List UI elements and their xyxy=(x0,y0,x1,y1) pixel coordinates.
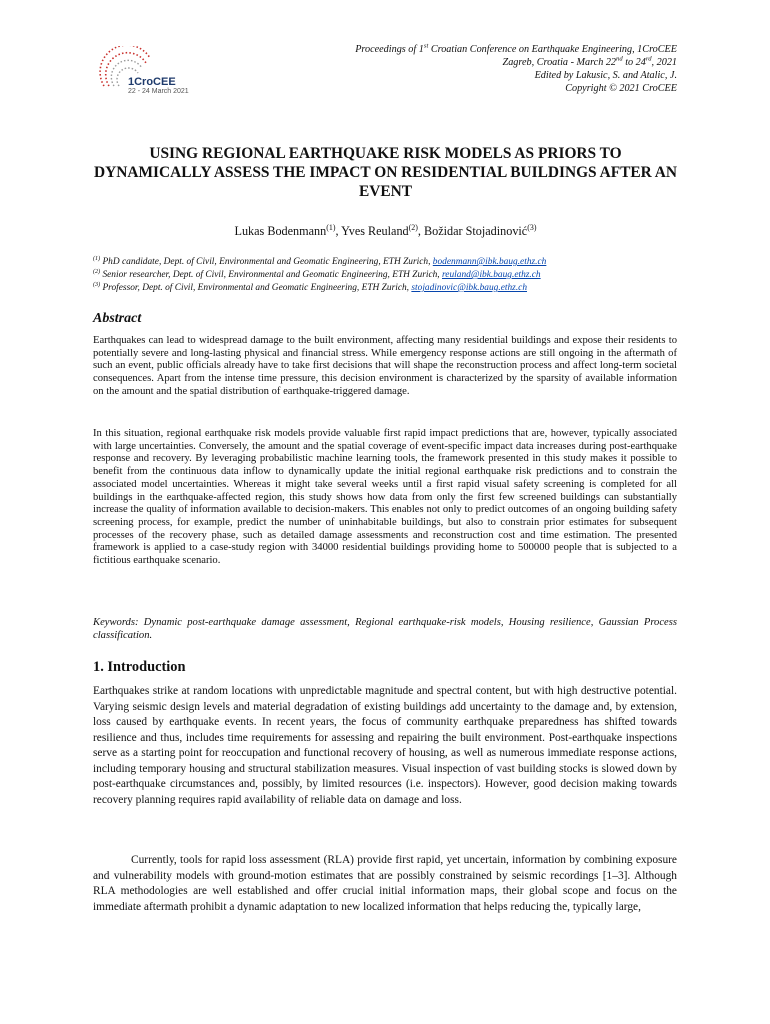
section-heading-introduction: 1. Introduction xyxy=(93,659,186,675)
author-name: Yves Reuland xyxy=(341,224,409,238)
header-line-1: Proceedings of 1st Croatian Conference on Earthquake Engineering, 1CroCEE xyxy=(355,42,677,55)
author-list: Lukas Bodenmann$^{(1)}$, Yves Reuland$^{(2)}$, Božidar Stojadinović$^{(3)}$ xyxy=(234,222,537,238)
author-name: Lukas Bodenmann xyxy=(234,224,327,238)
intro-paragraph-1: Earthquakes strike at random locations with unpredictable magnitude and spectral content, but with high destructive potential. Varying seismic design levels and material degradation of existing buildings add uncertainty to the damage and, by extension, loss caused by earthquake events. In recent years, the focus of community earthquake preparedness has shifted towards resilience and thus, includes time requirements for assessing and repairing the built environment. Post-earthquake inspections serve as a starting point for reoccupation and functional recovery of housing, as well as numerous immediate response actions, including temporary housing and structural stabilization measures. Visual inspection of vast building stocks is slowed down by post-earthquake circumstances and, possibly, by limited resources (i.e. inspectors). However, good decision making towards recovery planning requires rapid availability of reliable data on damage and loss. xyxy=(93,685,677,806)
proceedings-header xyxy=(257,43,677,95)
header-line-2: Zagreb, Croatia - March 22nd to 24rd, 2021 xyxy=(502,55,677,68)
abstract-paragraph-2: In this situation, regional earthquake risk models provide valuable first rapid impact predictions that are, however, typically associated with large uncertainties. Conversely, the amount and the spatial coverage of event-specific impact data increases during post-earthquake response and recovery. By leveraging probabilistic machine learning tools, the framework presented in this study makes it possible to benefit from the continuous data inflow to dynamically update the initial regional earthquake risk predictions and to constrain the associated model uncertainties. Whereas it might take several weeks until a first rapid visual safety screening is completed for all buildings in the earthquake-affected region, this study shows how data from only the first few screened buildings can substantially increase the quality of information available to decision-makers. This enables not only to predict outcomes of an ongoing building safety screening process, for example, predict the number of uninhabitable buildings, but also to constrain prior estimates for subsequent processes of the recovery phase, such as detailed damage assessments and reconstruction cost and time estimation. The presented framework is applied to a case-study region with 34000 residential buildings providing home to 500000 people that is subjected to a fictitious earthquake scenario. xyxy=(93,428,677,567)
email-link[interactable]: bodenmann@ibk.baug.ethz.ch xyxy=(432,257,547,267)
paper-title: USING REGIONAL EARTHQUAKE RISK MODELS AS PRIORS TO DYNAMICALLY ASSESS THE IMPACT ON RESIDENTIAL BUILDINGS AFTER AN EVENT xyxy=(94,145,677,200)
header-copyright: Copyright © 2021 CroCEE xyxy=(565,83,677,94)
affiliation-2: $^{(2)}$ Senior researcher, Dept. of Civil, Environmental and Geomatic Engineering, ETH Zurich, reuland@ibk.baug.ethz.ch xyxy=(93,268,541,280)
author-name: Božidar Stojadinović xyxy=(423,224,528,238)
logo-date: 22 - 24 March 2021 xyxy=(128,88,189,95)
intro-paragraph-2: Currently, tools for rapid loss assessment (RLA) provide first rapid, yet uncertain, information by combining exposure and vulnerability models with ground-motion estimates that are possibly constrained by seismic recordings [1–3]. Although RLA methodologies are well established and offer crucial initial information maps, their global scope and focus on the immediate aftermath prohibit a dynamic adaptation to new localized information that helps reducing the, typically large, xyxy=(93,854,677,913)
abstract-paragraph-1: Earthquakes can lead to widespread damage to the built environment, affecting many residential buildings and expose their residents to potentially severe and long-lasting physical and financial stress. While emergency response actions are still ongoing in the aftermath of such an event, public officials already have to take first decisions that will shape the reconstruction process and affect long-term societal consequences. Apart from the intense time pressure, this decision environment is characterized by the sparsity of available information on the amount and the spatial distribution of earthquake-triggered damage. xyxy=(93,335,677,397)
affiliation-1: $^{(1)}$ PhD candidate, Dept. of Civil, Environmental and Geomatic Engineering, ETH Zurich, bodenmann@ibk.baug.ethz.ch xyxy=(93,255,547,267)
keywords: Keywords: Dynamic post-earthquake damage assessment, Regional earthquake-risk models, Housing resilience, Gaussian Process classification. xyxy=(93,617,677,641)
affiliation-3: $^{(3)}$ Professor, Dept. of Civil, Environmental and Geomatic Engineering, ETH Zurich, stojadinovic@ibk.baug.ethz.ch xyxy=(93,281,528,293)
header-editors: Edited by Lakusic, S. and Atalic, J. xyxy=(534,70,677,81)
email-link[interactable]: reuland@ibk.baug.ethz.ch xyxy=(442,270,541,280)
abstract-heading: Abstract xyxy=(93,311,142,326)
affiliations xyxy=(93,256,693,295)
email-link[interactable]: stojadinovic@ibk.baug.ethz.ch xyxy=(411,283,528,293)
logo-name: 1CroCEE xyxy=(128,76,176,88)
